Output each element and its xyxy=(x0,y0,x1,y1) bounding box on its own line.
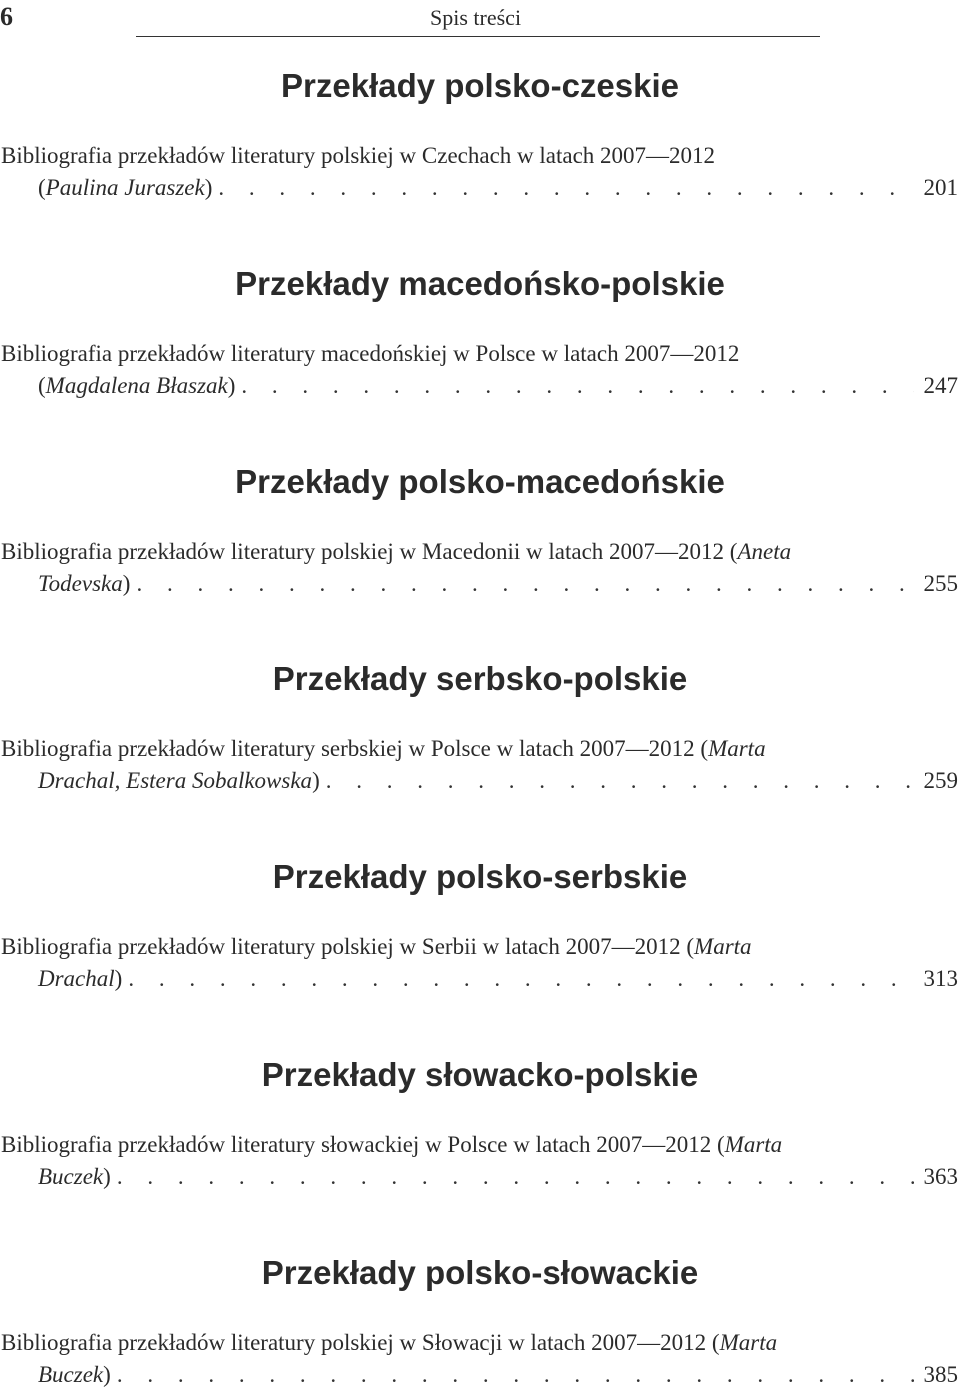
entry-author-first-name: Marta xyxy=(719,1330,778,1355)
entry-page-number[interactable]: 255 xyxy=(923,571,958,596)
section-polsko-macedonskie xyxy=(0,462,960,600)
entry-page-number[interactable]: 259 xyxy=(923,768,958,793)
entry-page-number[interactable]: 313 xyxy=(923,966,958,991)
section-title: Przekłady słowacko-polskie xyxy=(261,1056,699,1093)
dot-leader xyxy=(136,568,914,600)
entry-author-prefix: ( xyxy=(38,175,46,200)
section-title: Przekłady polsko-czeskie xyxy=(280,67,680,104)
entry-title: Bibliografia przekładów literatury polskiej w Czechach w latach 2007—2012 xyxy=(1,143,716,168)
section-polsko-czeskie xyxy=(0,66,960,204)
toc-entry[interactable] xyxy=(0,1129,960,1193)
page-number: 6 xyxy=(0,2,13,31)
toc-entry[interactable] xyxy=(0,140,960,204)
section-title: Przekłady polsko-macedońskie xyxy=(235,463,725,500)
entry-author-first-name: Aneta xyxy=(737,539,792,564)
entry-author-suffix: ) xyxy=(103,1362,111,1387)
section-title: Przekłady serbsko-polskie xyxy=(272,660,688,697)
entry-title: Bibliografia przekładów literatury macedońskiej w Polsce w latach 2007—2012 xyxy=(1,341,740,366)
entry-author-suffix: ) xyxy=(227,373,236,398)
section-title: Przekłady macedońsko-polskie xyxy=(235,265,725,302)
dot-leader xyxy=(241,370,914,402)
entry-author: Buczek xyxy=(38,1164,104,1189)
toc-entry[interactable] xyxy=(0,733,960,797)
entry-page-number[interactable]: 385 xyxy=(923,1362,958,1387)
entry-title: Bibliografia przekładów literatury polskiej w Macedonii w latach 2007—2012 (Aneta xyxy=(1,539,792,564)
toc-entry[interactable] xyxy=(0,338,960,402)
toc-entry[interactable] xyxy=(0,536,960,600)
entry-title: Bibliografia przekładów literatury serbskiej w Polsce w latach 2007—2012 (Marta xyxy=(1,736,766,761)
section-polsko-slowackie xyxy=(0,1253,960,1391)
entry-title: Bibliografia przekładów literatury polskiej w Słowacji w latach 2007—2012 (Marta xyxy=(1,1330,778,1355)
dot-leader xyxy=(128,963,914,995)
dot-leader xyxy=(218,172,914,204)
section-title: Przekłady polsko-serbskie xyxy=(272,858,688,895)
section-polsko-serbskie xyxy=(0,857,960,995)
section-serbsko-polskie xyxy=(0,659,960,797)
entry-author: Todevska xyxy=(38,571,123,596)
running-head: Spis treści xyxy=(430,5,522,30)
entry-author-first-name: Marta xyxy=(724,1132,783,1157)
entry-author-suffix: ) xyxy=(114,966,123,991)
entry-author-prefix: ( xyxy=(38,373,46,398)
entry-author-suffix: ) xyxy=(312,768,320,793)
entry-author-suffix: ) xyxy=(103,1164,111,1189)
dot-leader xyxy=(326,765,914,797)
entry-title: Bibliografia przekładów literatury słowackiej w Polsce w latach 2007—2012 (Marta xyxy=(1,1132,783,1157)
header-rule xyxy=(136,36,820,37)
entry-author-first-name: Marta xyxy=(694,934,752,959)
entry-title: Bibliografia przekładów literatury polskiej w Serbii w latach 2007—2012 (Marta xyxy=(1,934,752,959)
entry-page-number[interactable]: 247 xyxy=(923,373,958,398)
section-title: Przekłady polsko-słowackie xyxy=(261,1254,699,1291)
toc-entry[interactable] xyxy=(0,1327,960,1391)
section-macedonsko-polskie xyxy=(0,264,960,402)
entry-page-number[interactable]: 201 xyxy=(923,175,958,200)
entry-author-suffix: ) xyxy=(204,175,213,200)
entry-page-number[interactable]: 363 xyxy=(923,1164,958,1189)
entry-author-suffix: ) xyxy=(122,571,131,596)
entry-author: Drachal xyxy=(38,966,115,991)
dot-leader xyxy=(117,1161,914,1193)
entry-author: Paulina Juraszek xyxy=(45,175,205,200)
dot-leader xyxy=(117,1359,914,1391)
section-slowacko-polskie xyxy=(0,1055,960,1193)
toc-entry[interactable] xyxy=(0,931,960,995)
entry-author: Buczek xyxy=(38,1362,104,1387)
entry-author: Drachal, Estera Sobalkowska xyxy=(38,768,313,793)
entry-author-first-name: Marta xyxy=(708,736,766,761)
entry-author: Magdalena Błaszak xyxy=(45,373,228,398)
